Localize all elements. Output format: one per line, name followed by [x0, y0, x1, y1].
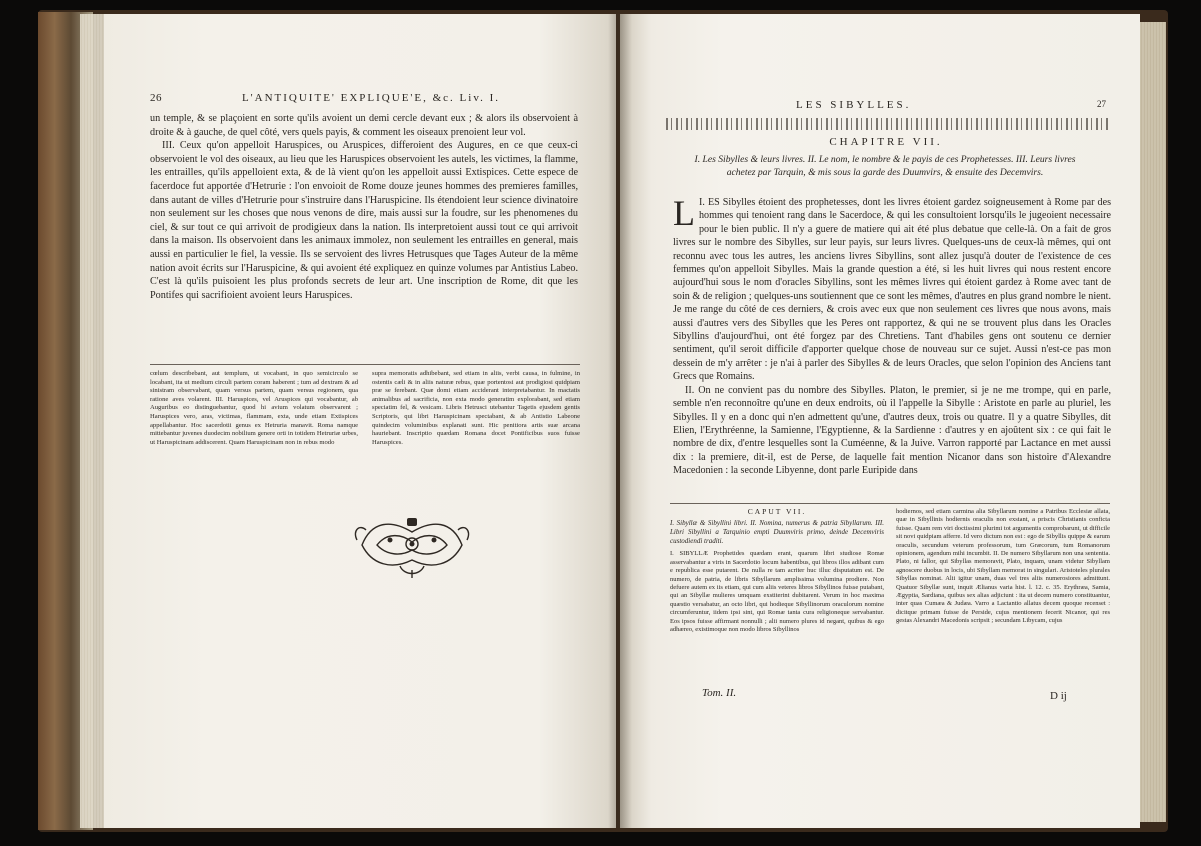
- left-latin-notes: [150, 370, 580, 447]
- right-note-column: hodiernos, sed etiam carmina alia Sibyllarum nomine a Patribus Ecclesiæ allata, quæ in Sibyllinis hodiernis oraculis non exstant, a priscis Christianis conficta fuisse. Quam rem viri doctissimi plurimi tot argumentis comprobarunt, ut difficile sit novi quidpiam afferre. Id vero dictum non est : ego de Sibyllis quippe & earum oraculis, secundum veterum professorum, tum Græcorum, tum Romanorum opinionem, agendum mihi incumbit. II. De numero Sibyllarum non una sententia. Plato, ni fallor, qui Sibyllas memoravit, Plato, inquam, unam videtur Sibyllam agnoscere duobus in locis, ubi Sibyllam memorat in singulari. Aristoteles plurales Sibyllas nominat. Alii igitur unam, duas vel tres aliis numerosiores admittunt. Quatuor Sibyllæ sunt, inquit Ælianus varia hist. l. 12. c. 35. Erythræa, Samia, Ægyptia, Sardiana, quibus sex alias adjiciunt : ita ut decem numero constituantur, inter quas Cumæa & Judæa. Varro a Lactantio allatus decem quoque recenset : dicitque primam fuisse de Perside, cujus mentionem fecerit Nicanor, qui res gestas Alexandri Macedonis scripsit ; secundam Libycam, cujus: [896, 508, 1110, 625]
- ornamental-border: [666, 118, 1108, 130]
- drop-cap: L: [673, 193, 695, 233]
- notes-heading: CAPUT VII.: [747, 507, 807, 516]
- left-paragraph: un temple, & se plaçoient en sorte qu'ils avoient un demi cercle devant eux ; & alors ils observoient à droite & à gauche, de quel côté, vers quels payis, & comment les oiseaux prenoient leur vol.: [150, 113, 578, 138]
- left-running-head: [150, 92, 580, 104]
- left-page-number: 26: [150, 92, 162, 104]
- right-head-title: LES SIBYLLES.: [796, 99, 912, 111]
- volume-marker: Tom. II.: [702, 687, 737, 699]
- right-paragraph: II. On ne convient pas du nombre des Sibylles. Platon, le premier, si je ne me trompe, qui en parle, semble n'en reconnoître qu'une en deux endroits, où il l'appelle la Sibylle : Aristote en parle au pluriel, les Sibylles. Il y en a donc qui n'en admettent qu'une, d'autres deux, trois ou quatre. Il y a quatre Sibylles, dit Elien, l'Erythréenne, la Samienne, l'Egyptienne, & la Sardienne : d'autres y en ajoûtent six : ce qui fait le nombre de dix, d'entre lesquelles sont la Cuméenne, & la Juive. Varron rapporté par Lactance en met aussi dix : la premiere, dit-il, est de Perse, de laquelle fait mention Nicanor dans son histoire d'Alexandre Macedonien : la seconde Libyenne, dont parle Euripide dans: [673, 384, 1111, 477]
- chapter-summary: I. Les Sibylles & leurs livres. II. Le nom, le nombre & le payis de ces Prophetesses. III. Leurs livres achetez par Tarquin, & mis sous la garde des Duumvirs, & ensuite des Decemvirs.: [694, 154, 1076, 178]
- right-page-number: 27: [1097, 99, 1106, 109]
- left-note-column: supra memoratis adhibebant, sed etiam in aliis, verbi causa, in fulmine, in ostentis cæli & in aliis naturæ rebus, quæ portentosi aut prodigiosi quidpiam præ se ferebant. Quæ domi etiam acciderant interpretabantur. In mactatis animalibus ad sacrificia, non exta modo generatim explorabant, sed etiam speciatim fel, & vesicam. Libris Hetrusci utebantur Tagetis ejusdem gentis Scriptoris, qui libri Haruspicinam spectabant, & ab Antistio Labeone quindecim voluminibus explanati sunt. Hic penitiora artis suæ arcana hauriebant. Inscriptio quædam Romana docet Pontificibus suos fuisse Haruspices.: [372, 370, 580, 446]
- left-note-column: cœlum describebant, aut templum, ut vocabant, in quo semicirculo se locabant, ita ut medium circuli partem coram haberent ; tum ad dextram & ad sinistram observabant, quam versus partem, quam versus regionem, qua ratione aves volarent. III. Haruspices, vel Aruspices qui vocabantur, ab Auguribus eo distinguebantur, quod hi avium volatum observarent ; Haruspices vero, aras, victimas, flammam, exta, unde etiam Extispices appellabantur. Hoc sacerdotii genus ex Hetruria manavit. Roma namque mittebantur juvenes duodecim nobilium genere orti in totidem Hetruriæ urbes, ut Haruspicinam addiscerent. Quam Haruspicinam non in rebus modo: [150, 370, 358, 446]
- notes-summary: I. Sibyllæ & Sibyllini libri. II. Nomina, numerus & patria Sibyllarum. III. Libri Sibyllini a Tarquinio empti Duumviris primo, deinde Decemviris custodiendi traditi.: [670, 519, 884, 546]
- right-paragraph-text: I. ES Sibylles étoient des prophetesses, dont les livres étoient gardez soigneusement à Rome par des hommes qui tenoient rang dans le Sacerdoce, & qui les consultoient lorsqu'ils le jugeoient necessaire pour le bien public. Il n'y a guere de matiere qui ait été plus debatue que celle-là. On a fait de gros livres sur le nombre des Sibylles, sur leur payis, sur leurs livres. Quelques-uns de ceux-là mêmes, qui ont reconnu avec tous les autres, les anciens livres Sibyllins, sont allez jusqu'à douter de l'existence de ces femmes qu'on appelloit Sibylles. Mais la grande question a été, si les huit livres qui nous restent encore aujourd'hui sous le nom d'oracles Sibyllins, sont les mêmes livres qui étoient gardez à Rome avec tant de soin & de religion ; quelques-uns soutiennent que ce sont les mêmes, d'autres en plus grand nombre le nient. Je me range du côté de ces derniers, & crois avec eux que non seulement ces livres que nous avons, mais aussi d'autres vers des Sibylles que les Peres ont rapportez, & qui ne se trouvent plus dans les Oracles Sibyllins d'aujourd'hui, ont été forgez par des Chretiens. Tant d'habiles gens ont soutenu ce dernier sentiment, qu'il seroit difficile d'apporter quelque chose de nouveau sur ce sujet. Aussi n'est-ce pas mon dessein de m'y arrêter : je n'ai à parler des Sibylles & de leurs Oracles, que selon l'opinion des Anciens tant Grecs que Romains.: [673, 197, 1111, 383]
- left-paragraph: III. Ceux qu'on appelloit Haruspices, ou Aruspices, differoient des Augures, en ce que ceux-ci observoient le vol des oiseaux, au lieu que les Haruspices observoient les autels, les victimes, la flamme, les entrailles, qu'ils appelloient exta, & de là vient qu'on les appelloit aussi Extispices. Cette espece de facerdoce fut apportée d'Hetrurie : l'on envoioit de Rome douze jeunes hommes des premieres familles, dans autant de villes d'Hetrurie pour s'instruire dans l'Haruspicine. Ils étendoient leur science divinatoire non seulement sur les choses que nous venons de dire, mais aussi sur la foudre, sur les phenomenes du ciel, & sur tout ce qui arrivoit de prodigieux dans la nation. Ils interpretoient aussi tout ce qui arrivoit dans la maison. Ils observoient dans les animaux immolez, non seulement les entrailles en general, mais aussi en particulier le fiel, la vessie. Ils se servoient des livres Hetrusques que Tages Auteur de la même nation avoit écrits sur l'Haruspicine, & qui avoient été expliquez en quinze volumes par Antistius Labeo. C'est là qu'ils puisoient les plus profonds secrets de leur art. Une inscription de Rome, dit que les Pontifes qui sacrifioient avoient leurs Haruspices.: [150, 140, 578, 301]
- decorative-tailpiece-icon: [352, 510, 472, 580]
- left-body-text: [150, 112, 578, 302]
- right-paragraph-1: [673, 193, 1111, 384]
- footnote-rule: [150, 364, 580, 365]
- chapter-heading: CHAPITRE VII.: [829, 136, 943, 148]
- notes-text: I. SIBYLLÆ Prophetides quædam erant, quarum libri studiose Romæ asservabantur a viris in Sacerdotio locum habentibus, qui libros illos adibant cum e republica esse putarent. De nulla re tam acriter huc illuc disputatum est. De numero, de patria, de libris Sibyllarum amplissima volumina prodiere. Non defuere autem ex iis etiam, qui cum aliis veteres libros Sibyllinos fuisse putabant, qui an Sibyllæ mulieres umquam exstiterint dubitarent. Verum in hoc maxima quæstio versabatur, an octo libri, qui hodieque Sibyllinorum oraculorum nomine circumferuntur, iidem ipsi sint, qui Romæ tanta cura religioneque servabantur. Eos ipsos fuisse affirmant nonnulli ; alii numero plures id negant, quibus & ego adhæreo, existimoque non modo libros Sibyllinos: [670, 550, 884, 634]
- left-head-title: L'ANTIQUITE' EXPLIQUE'E, &c. Liv. I.: [241, 92, 501, 104]
- right-latin-notes: [670, 508, 1110, 634]
- page-edges-right: [1140, 22, 1166, 822]
- signature-mark: D ij: [1050, 690, 1067, 702]
- book-gutter: [608, 14, 632, 828]
- right-note-column: [670, 508, 884, 634]
- footnote-rule: [670, 503, 1110, 504]
- right-body-text: [673, 193, 1111, 478]
